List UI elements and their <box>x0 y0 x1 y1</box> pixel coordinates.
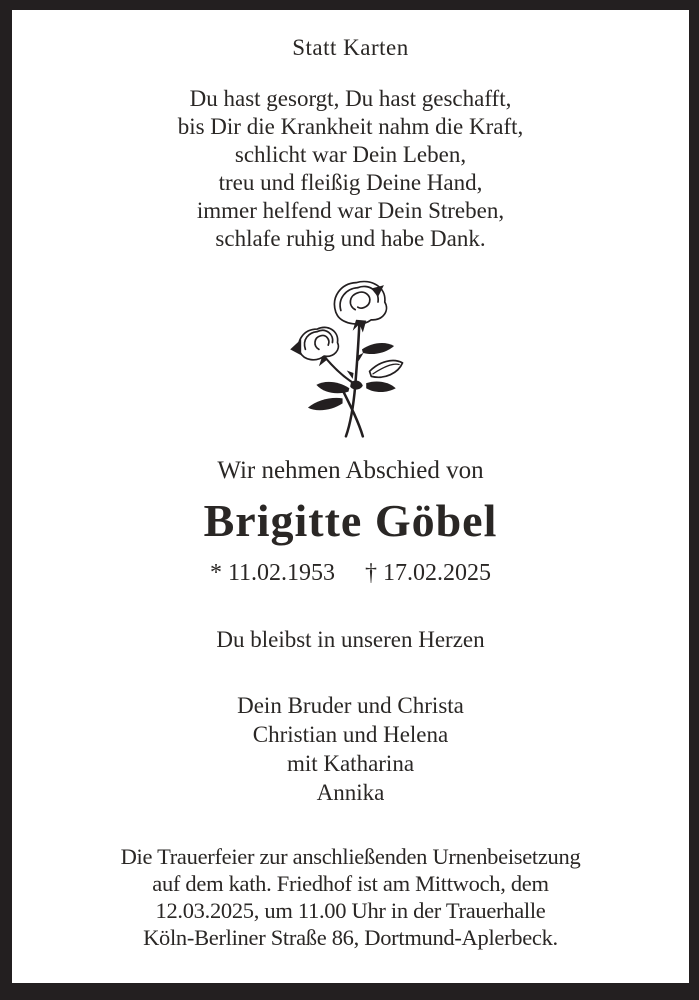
mourners-list <box>237 691 464 807</box>
preface-line: Statt Karten <box>292 35 409 60</box>
deceased-name: Brigitte Göbel <box>203 495 498 546</box>
memorial-poem <box>178 85 524 253</box>
poem-line: treu und fleißig Deine Hand, <box>218 170 483 195</box>
poem-line: schlicht war Dein Leben, <box>234 142 467 167</box>
poem-line: Du hast gesorgt, Du hast geschafft, <box>189 86 512 111</box>
rose-illustration <box>275 259 427 449</box>
death-date: † 17.02.2025 <box>365 560 492 586</box>
life-dates <box>210 559 491 587</box>
funeral-line: Die Trauerfeier zur anschließenden Urnenbeisetzung <box>120 844 581 869</box>
mourner-line: Christian und Helena <box>252 722 449 747</box>
poem-line: schlafe ruhig und habe Dank. <box>215 226 486 251</box>
funeral-line: auf dem kath. Friedhof ist am Mittwoch, dem <box>152 871 549 896</box>
remembrance-line: Du bleibst in unseren Herzen <box>216 627 485 652</box>
poem-line: bis Dir die Krankheit nahm die Kraft, <box>177 114 524 139</box>
poem-line: immer helfend war Dein Streben, <box>196 198 505 223</box>
birth-date: * 11.02.1953 <box>209 560 336 586</box>
funeral-information <box>121 843 581 951</box>
farewell-line: Wir nehmen Abschied von <box>217 457 484 484</box>
funeral-line: Köln-Berliner Straße 86, Dortmund-Aplerbeck. <box>143 925 558 950</box>
mourner-line: Dein Bruder und Christa <box>237 693 464 718</box>
notice-content <box>12 10 689 983</box>
funeral-line: 12.03.2025, um 11.00 Uhr in der Trauerhalle <box>155 898 546 923</box>
rose-icon <box>275 259 427 449</box>
mourner-line: Annika <box>316 780 385 805</box>
mourner-line: mit Katharina <box>286 751 415 776</box>
